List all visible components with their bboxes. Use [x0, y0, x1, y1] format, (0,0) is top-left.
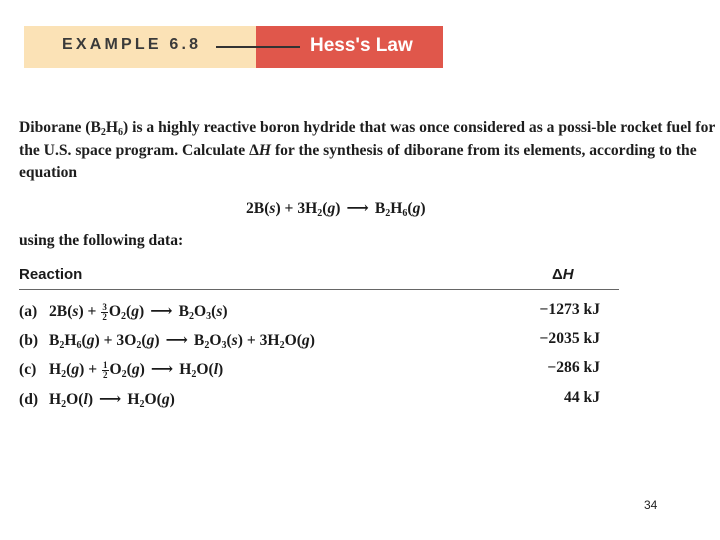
reaction-column-header: Reaction [19, 266, 83, 283]
problem-statement: Diborane $(B_2H_6)$ is a highly reactive boron hydride that was once considered as a possi-ble rocket fuel for the U.S. space program. Calculate ΔH for the synthesis of diborane from its elements, according to the equation [19, 119, 715, 181]
delta-h-value-a: −1273 kJ [539, 301, 600, 318]
reaction-row-a: (a) 2B(s) + $\frac{3}{2}$ $O_2(g)$ ⟶ $B_2O_3(s)$ [19, 301, 228, 322]
delta-h-column-header: ΔH [552, 266, 574, 283]
row-label: (d) [19, 391, 39, 408]
topic-title: Hess's Law [310, 35, 413, 56]
intro-text-1: Diborane (B [19, 119, 101, 136]
row-label: (a) [19, 303, 38, 320]
main-equation: $2B(s) + 3H_2(g)$ ⟶ $B_2H_6(g)$ [246, 200, 426, 219]
page-number: 34 [644, 498, 658, 512]
delta-h-value-c: −286 kJ [547, 359, 600, 376]
delta-h-value-d: 44 kJ [564, 389, 600, 406]
intro-text-5: for the synthesis of diborane from its elements, according to the equation [19, 141, 697, 181]
reaction-row-b: (b) $B_2H_6(g) + 3O_2(g)$ ⟶ $B_2O_3(s) + 3H_2O(g)$ [19, 332, 315, 351]
row-label: (b) [19, 332, 39, 349]
header-rule [19, 289, 619, 290]
intro-text-2: H [105, 119, 119, 136]
row-label: (c) [19, 361, 37, 378]
example-label: EXAMPLE 6.8 [62, 36, 202, 53]
intro-text-3: ) is a highly reactive boron hydride that was once considered as a possi-ble rocket fuel for the U.S. space program. Calculate Δ [19, 119, 715, 159]
using-text: using the following data: [19, 232, 184, 249]
example-banner [24, 26, 443, 68]
reaction-row-d: (d) $H_2O(l)$ ⟶ $H_2O(g)$ [19, 391, 175, 410]
banner-connector-line [216, 46, 300, 48]
delta-h-value-b: −2035 kJ [539, 330, 600, 347]
intro-text-4: H [258, 141, 272, 159]
reaction-row-c: (c) $H_2(g)$ + $\frac{1}{2}$ $O_2(g)$ ⟶ $H_2O(l)$ [19, 359, 224, 380]
